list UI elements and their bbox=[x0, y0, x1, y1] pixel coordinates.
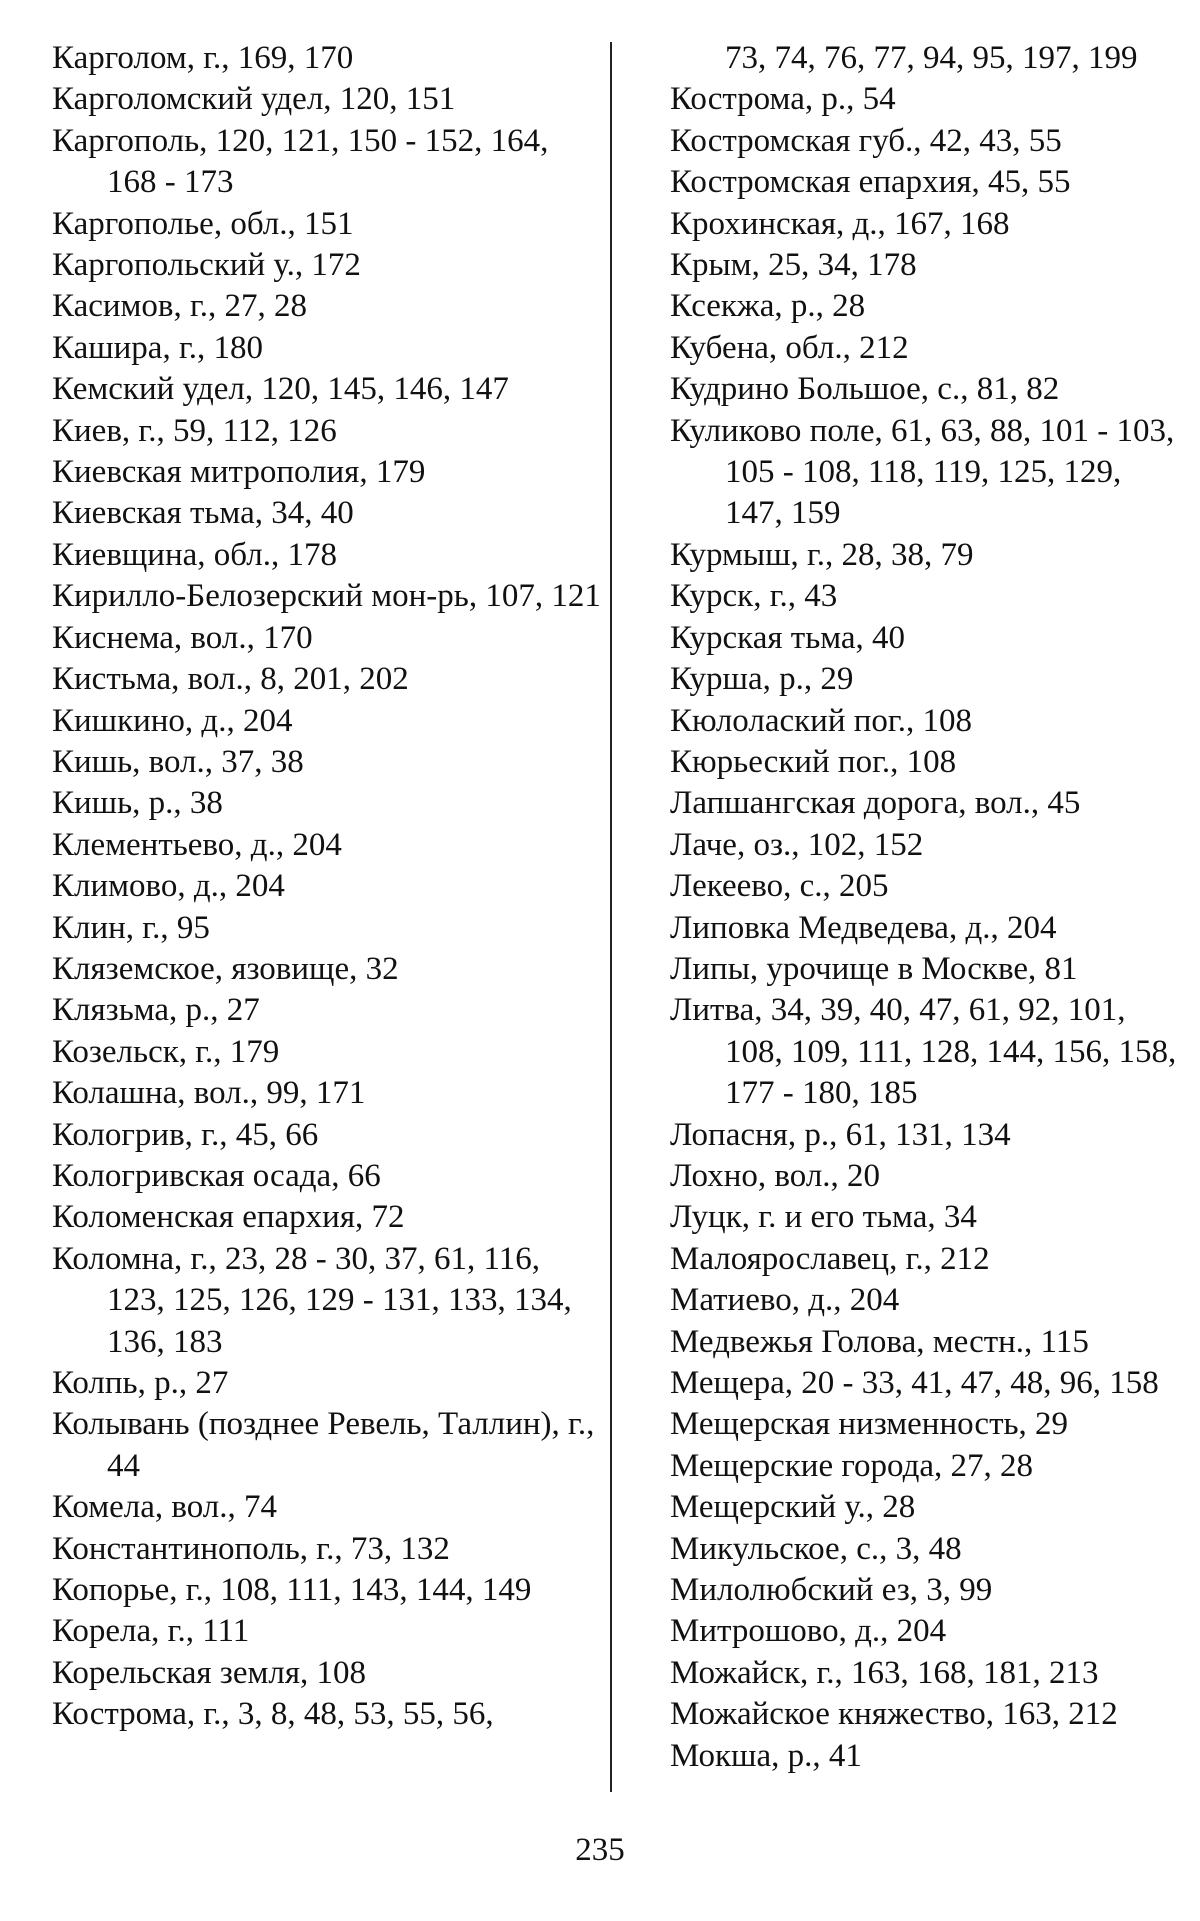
index-entry: Клязьма, р., 27 bbox=[52, 992, 260, 1029]
index-entry: Комела, вол., 74 bbox=[52, 1489, 278, 1526]
index-entry: Можайское княжество, 163, 212 bbox=[670, 1696, 1118, 1733]
index-entry: Клементьево, д., 204 bbox=[52, 826, 342, 863]
index-entry: Кирилло-Белозерский мон-рь, 107, 121 bbox=[52, 578, 601, 615]
index-entry: Литва, 34, 39, 40, 47, 61, 92, 101, 108, 109, 111, 128, 144, 156, 158, 177 - 180, 185 bbox=[670, 992, 1177, 1112]
index-entry: Лаче, оз., 102, 152 bbox=[670, 826, 924, 863]
index-entry: Кишкино, д., 204 bbox=[52, 702, 293, 739]
index-entry: Мещерская низменность, 29 bbox=[670, 1406, 1069, 1443]
index-entry: Кемский удел, 120, 145, 146, 147 bbox=[52, 371, 509, 408]
index-entry: Карголом, г., 169, 170 bbox=[52, 40, 354, 76]
index-entry: Медвежья Голова, местн., 115 bbox=[670, 1323, 1089, 1360]
column-divider bbox=[610, 42, 612, 1792]
index-entry: Кистьма, вол., 8, 201, 202 bbox=[52, 661, 409, 698]
index-entry: Мещера, 20 - 33, 41, 47, 48, 96, 158 bbox=[670, 1365, 1159, 1401]
index-entry: Костромская епархия, 45, 55 bbox=[670, 164, 1071, 201]
index-entry: Мещерский у., 28 bbox=[670, 1489, 916, 1526]
index-entry: Ксекжа, р., 28 bbox=[670, 288, 866, 325]
index-entry: Карголомский удел, 120, 151 bbox=[52, 81, 456, 118]
index-entry: Колывань (позднее Ревель, Таллин), г., 44 bbox=[52, 1406, 595, 1484]
index-entry: Киевщина, обл., 178 bbox=[52, 536, 337, 573]
index-entry: Каргополь, 120, 121, 150 - 152, 164, 168 - 173 bbox=[52, 122, 549, 201]
index-entry: Липовка Медведева, д., 204 bbox=[670, 909, 1057, 946]
index-entry: Костромская губ., 42, 43, 55 bbox=[670, 122, 1062, 159]
index-entry: Курмыш, г., 28, 38, 79 bbox=[670, 536, 974, 573]
index-entry: Касимов, г., 27, 28 bbox=[52, 288, 308, 325]
index-entry: Корела, г., 111 bbox=[52, 1613, 250, 1650]
index-entry: Курша, р., 29 bbox=[670, 661, 854, 698]
index-entry: Каргополье, обл., 151 bbox=[52, 205, 354, 242]
index-entry: Клин, г., 95 bbox=[52, 909, 210, 946]
index-entry: Колашна, вол., 99, 171 bbox=[52, 1075, 366, 1112]
index-entry: Куликово поле, 61, 63, 88, 101 - 103, 105 - 108, 118, 119, 125, 129, 147, 159 bbox=[670, 412, 1175, 532]
index-entry: Кубена, обл., 212 bbox=[670, 329, 909, 366]
index-entry: Кюрьеский пог., 108 bbox=[670, 743, 957, 780]
index-entry: Митрошово, д., 204 bbox=[670, 1613, 947, 1650]
index-entry: Киевская митрополия, 179 bbox=[52, 454, 426, 491]
index-entry: Лапшангская дорога, вол., 45 bbox=[670, 785, 1081, 822]
index-entry: Кострома, р., 54 bbox=[670, 81, 896, 118]
index-entry: Лохно, вол., 20 bbox=[670, 1157, 881, 1194]
index-entry: Мещерские города, 27, 28 bbox=[670, 1447, 1034, 1484]
index-entry: Колпь, р., 27 bbox=[52, 1365, 229, 1401]
index-entry: Лекеево, с., 205 bbox=[670, 868, 889, 905]
index-entry: Луцк, г. и его тьма, 34 bbox=[670, 1199, 977, 1236]
index-entry: Крым, 25, 34, 178 bbox=[670, 247, 917, 284]
index-entry: Милолюбский ез, 3, 99 bbox=[670, 1572, 993, 1609]
index-entry: Матиево, д., 204 bbox=[670, 1282, 900, 1319]
index-entry: Кострома, г., 3, 8, 48, 53, 55, 56, bbox=[52, 1696, 494, 1733]
index-entry: Кишь, р., 38 bbox=[52, 785, 223, 822]
index-entry: Киев, г., 59, 112, 126 bbox=[52, 412, 337, 449]
index-entry: Кологривская осада, 66 bbox=[52, 1157, 381, 1194]
index-entry: Липы, урочище в Москве, 81 bbox=[670, 950, 1078, 987]
index-entry: Кудрино Большое, с., 81, 82 bbox=[670, 371, 1060, 408]
index-entry: Микульское, с., 3, 48 bbox=[670, 1530, 962, 1567]
index-entry: Можайск, г., 163, 168, 181, 213 bbox=[670, 1654, 1099, 1691]
index-entry: Кюлолаский пог., 108 bbox=[670, 702, 972, 739]
index-entry: Каргопольский у., 172 bbox=[52, 247, 361, 284]
index-entry: Курская тьма, 40 bbox=[670, 619, 906, 656]
index-entry: Копорье, г., 108, 111, 143, 144, 149 bbox=[52, 1572, 532, 1609]
index-column-left bbox=[52, 38, 602, 1736]
index-entry-continuation: 73, 74, 76, 77, 94, 95, 197, 199 bbox=[725, 40, 1138, 76]
index-entry: Крохинская, д., 167, 168 bbox=[670, 205, 1010, 242]
index-entry: Кологрив, г., 45, 66 bbox=[52, 1116, 319, 1153]
page-number: 235 bbox=[575, 1832, 625, 1868]
index-entry: Киевская тьма, 34, 40 bbox=[52, 495, 354, 532]
index-entry: Кляземское, язовище, 32 bbox=[52, 950, 399, 987]
index-column-right bbox=[670, 38, 1185, 1777]
index-entry: Мокша, р., 41 bbox=[670, 1737, 862, 1774]
index-entry: Малоярославец, г., 212 bbox=[670, 1240, 990, 1277]
index-entry: Коломна, г., 23, 28 - 30, 37, 61, 116, 123, 125, 126, 129 - 131, 133, 134, 136, 183 bbox=[52, 1240, 572, 1360]
index-entry: Курск, г., 43 bbox=[670, 578, 838, 615]
index-entry: Корельская земля, 108 bbox=[52, 1654, 366, 1691]
index-entry: Кишь, вол., 37, 38 bbox=[52, 743, 304, 780]
index-entry: Лопасня, р., 61, 131, 134 bbox=[670, 1116, 1011, 1153]
index-entry: Козельск, г., 179 bbox=[52, 1033, 280, 1070]
index-entry: Коломенская епархия, 72 bbox=[52, 1199, 405, 1236]
index-entry: Константинополь, г., 73, 132 bbox=[52, 1530, 450, 1567]
index-entry: Киснема, вол., 170 bbox=[52, 619, 313, 656]
index-entry: Кашира, г., 180 bbox=[52, 329, 264, 366]
index-entry: Климово, д., 204 bbox=[52, 868, 285, 905]
